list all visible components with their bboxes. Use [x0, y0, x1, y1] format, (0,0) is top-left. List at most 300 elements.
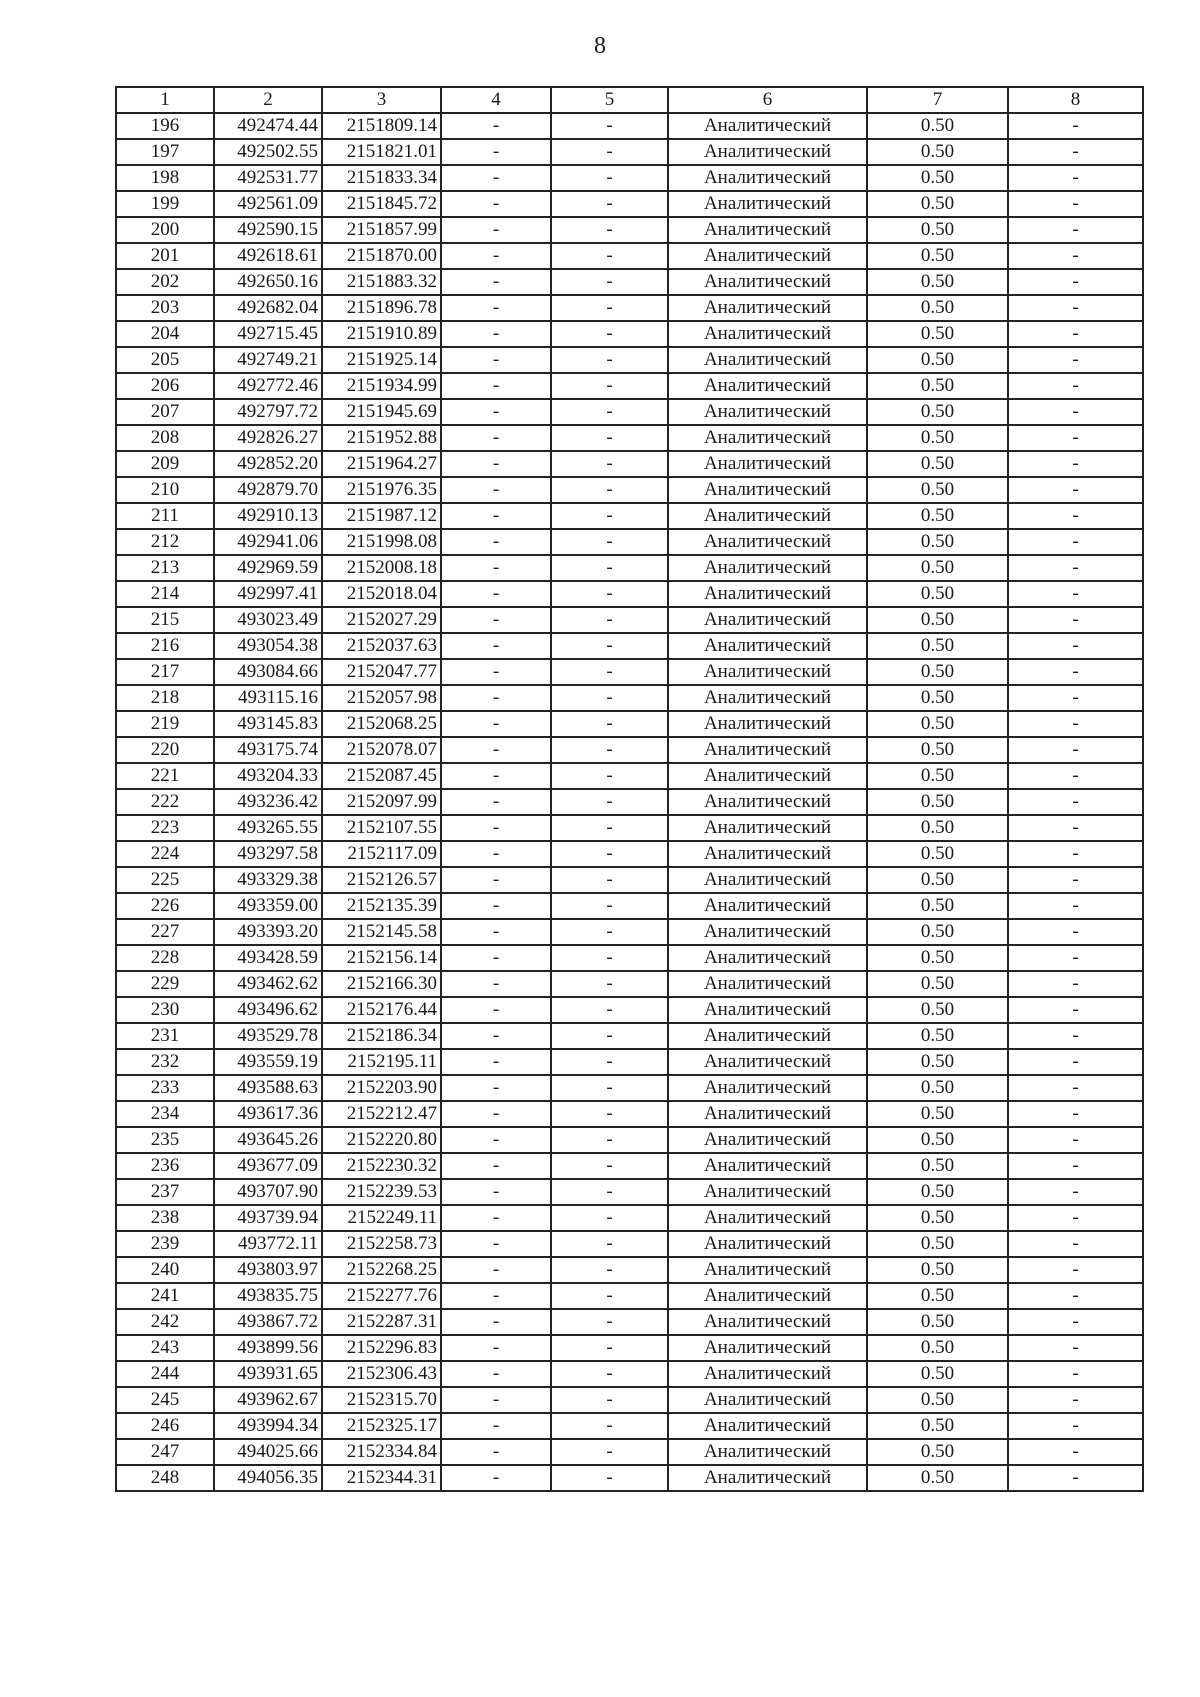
column-8-cell: - — [1008, 1309, 1143, 1335]
accuracy-cell: 0.50 — [867, 399, 1008, 425]
table-row — [116, 1127, 1143, 1153]
y-coordinate-cell: 2152117.09 — [322, 841, 441, 867]
table-row — [116, 477, 1143, 503]
method-cell: Аналитический — [668, 347, 867, 373]
column-4-cell: - — [441, 425, 551, 451]
x-coordinate-cell: 492826.27 — [214, 425, 322, 451]
accuracy-cell: 0.50 — [867, 1049, 1008, 1075]
column-8-cell: - — [1008, 113, 1143, 139]
column-4-cell: - — [441, 503, 551, 529]
y-coordinate-cell: 2151809.14 — [322, 113, 441, 139]
x-coordinate-cell: 492852.20 — [214, 451, 322, 477]
column-8-cell: - — [1008, 1127, 1143, 1153]
point-number-cell: 235 — [116, 1127, 214, 1153]
method-cell: Аналитический — [668, 1283, 867, 1309]
accuracy-cell: 0.50 — [867, 191, 1008, 217]
column-8-cell: - — [1008, 373, 1143, 399]
column-4-cell: - — [441, 1023, 551, 1049]
column-8-cell: - — [1008, 737, 1143, 763]
point-number-cell: 222 — [116, 789, 214, 815]
accuracy-cell: 0.50 — [867, 269, 1008, 295]
x-coordinate-cell: 492749.21 — [214, 347, 322, 373]
column-header-8: 8 — [1008, 87, 1143, 113]
point-number-cell: 217 — [116, 659, 214, 685]
column-8-cell: - — [1008, 581, 1143, 607]
table-body — [116, 113, 1143, 1491]
method-cell: Аналитический — [668, 139, 867, 165]
table-row — [116, 815, 1143, 841]
column-4-cell: - — [441, 1361, 551, 1387]
column-4-cell: - — [441, 763, 551, 789]
accuracy-cell: 0.50 — [867, 1127, 1008, 1153]
method-cell: Аналитический — [668, 1101, 867, 1127]
column-8-cell: - — [1008, 1335, 1143, 1361]
column-8-cell: - — [1008, 477, 1143, 503]
accuracy-cell: 0.50 — [867, 841, 1008, 867]
y-coordinate-cell: 2152166.30 — [322, 971, 441, 997]
method-cell: Аналитический — [668, 1023, 867, 1049]
point-number-cell: 206 — [116, 373, 214, 399]
accuracy-cell: 0.50 — [867, 243, 1008, 269]
column-8-cell: - — [1008, 1153, 1143, 1179]
x-coordinate-cell: 492879.70 — [214, 477, 322, 503]
y-coordinate-cell: 2152135.39 — [322, 893, 441, 919]
column-8-cell: - — [1008, 841, 1143, 867]
column-5-cell: - — [551, 659, 668, 685]
point-number-cell: 238 — [116, 1205, 214, 1231]
table-row — [116, 1283, 1143, 1309]
accuracy-cell: 0.50 — [867, 1231, 1008, 1257]
column-8-cell: - — [1008, 451, 1143, 477]
table-row — [116, 1361, 1143, 1387]
method-cell: Аналитический — [668, 1335, 867, 1361]
accuracy-cell: 0.50 — [867, 425, 1008, 451]
method-cell: Аналитический — [668, 503, 867, 529]
accuracy-cell: 0.50 — [867, 139, 1008, 165]
accuracy-cell: 0.50 — [867, 529, 1008, 555]
table-row — [116, 243, 1143, 269]
table-row — [116, 529, 1143, 555]
column-5-cell: - — [551, 113, 668, 139]
column-8-cell: - — [1008, 685, 1143, 711]
accuracy-cell: 0.50 — [867, 737, 1008, 763]
method-cell: Аналитический — [668, 555, 867, 581]
column-4-cell: - — [441, 373, 551, 399]
accuracy-cell: 0.50 — [867, 451, 1008, 477]
y-coordinate-cell: 2151945.69 — [322, 399, 441, 425]
table-row — [116, 503, 1143, 529]
column-5-cell: - — [551, 191, 668, 217]
column-4-cell: - — [441, 1049, 551, 1075]
x-coordinate-cell: 493236.42 — [214, 789, 322, 815]
table-row — [116, 347, 1143, 373]
point-number-cell: 227 — [116, 919, 214, 945]
column-5-cell: - — [551, 841, 668, 867]
column-8-cell: - — [1008, 191, 1143, 217]
x-coordinate-cell: 494056.35 — [214, 1465, 322, 1491]
column-5-cell: - — [551, 633, 668, 659]
point-number-cell: 236 — [116, 1153, 214, 1179]
column-8-cell: - — [1008, 1439, 1143, 1465]
y-coordinate-cell: 2151934.99 — [322, 373, 441, 399]
column-4-cell: - — [441, 269, 551, 295]
x-coordinate-cell: 493899.56 — [214, 1335, 322, 1361]
column-4-cell: - — [441, 1205, 551, 1231]
column-4-cell: - — [441, 165, 551, 191]
table-row — [116, 139, 1143, 165]
table-row — [116, 113, 1143, 139]
accuracy-cell: 0.50 — [867, 815, 1008, 841]
y-coordinate-cell: 2151870.00 — [322, 243, 441, 269]
accuracy-cell: 0.50 — [867, 1335, 1008, 1361]
method-cell: Аналитический — [668, 1309, 867, 1335]
point-number-cell: 216 — [116, 633, 214, 659]
accuracy-cell: 0.50 — [867, 1257, 1008, 1283]
column-4-cell: - — [441, 971, 551, 997]
point-number-cell: 224 — [116, 841, 214, 867]
method-cell: Аналитический — [668, 1465, 867, 1491]
column-4-cell: - — [441, 529, 551, 555]
column-4-cell: - — [441, 1335, 551, 1361]
method-cell: Аналитический — [668, 1257, 867, 1283]
column-8-cell: - — [1008, 1257, 1143, 1283]
column-8-cell: - — [1008, 165, 1143, 191]
y-coordinate-cell: 2152068.25 — [322, 711, 441, 737]
table-row — [116, 1231, 1143, 1257]
column-8-cell: - — [1008, 1205, 1143, 1231]
table-row — [116, 1465, 1143, 1491]
x-coordinate-cell: 494025.66 — [214, 1439, 322, 1465]
x-coordinate-cell: 492969.59 — [214, 555, 322, 581]
table-row — [116, 867, 1143, 893]
point-number-cell: 208 — [116, 425, 214, 451]
column-8-cell: - — [1008, 867, 1143, 893]
method-cell: Аналитический — [668, 971, 867, 997]
column-5-cell: - — [551, 399, 668, 425]
table-row — [116, 451, 1143, 477]
method-cell: Аналитический — [668, 633, 867, 659]
x-coordinate-cell: 493588.63 — [214, 1075, 322, 1101]
accuracy-cell: 0.50 — [867, 347, 1008, 373]
column-4-cell: - — [441, 737, 551, 763]
y-coordinate-cell: 2151821.01 — [322, 139, 441, 165]
point-number-cell: 230 — [116, 997, 214, 1023]
column-4-cell: - — [441, 1231, 551, 1257]
method-cell: Аналитический — [668, 659, 867, 685]
table-row — [116, 737, 1143, 763]
point-number-cell: 214 — [116, 581, 214, 607]
table-row — [116, 607, 1143, 633]
column-8-cell: - — [1008, 269, 1143, 295]
accuracy-cell: 0.50 — [867, 867, 1008, 893]
y-coordinate-cell: 2151910.89 — [322, 321, 441, 347]
column-8-cell: - — [1008, 633, 1143, 659]
column-4-cell: - — [441, 139, 551, 165]
column-4-cell: - — [441, 477, 551, 503]
accuracy-cell: 0.50 — [867, 997, 1008, 1023]
point-number-cell: 241 — [116, 1283, 214, 1309]
table-row — [116, 789, 1143, 815]
y-coordinate-cell: 2152008.18 — [322, 555, 441, 581]
y-coordinate-cell: 2152334.84 — [322, 1439, 441, 1465]
y-coordinate-cell: 2152315.70 — [322, 1387, 441, 1413]
x-coordinate-cell: 492474.44 — [214, 113, 322, 139]
column-4-cell: - — [441, 451, 551, 477]
table-row — [116, 399, 1143, 425]
y-coordinate-cell: 2151883.32 — [322, 269, 441, 295]
method-cell: Аналитический — [668, 1179, 867, 1205]
point-number-cell: 245 — [116, 1387, 214, 1413]
table-row — [116, 1049, 1143, 1075]
point-number-cell: 210 — [116, 477, 214, 503]
column-4-cell: - — [441, 659, 551, 685]
point-number-cell: 200 — [116, 217, 214, 243]
column-4-cell: - — [441, 1309, 551, 1335]
column-5-cell: - — [551, 893, 668, 919]
x-coordinate-cell: 492650.16 — [214, 269, 322, 295]
column-5-cell: - — [551, 737, 668, 763]
column-4-cell: - — [441, 321, 551, 347]
column-8-cell: - — [1008, 997, 1143, 1023]
table-row — [116, 269, 1143, 295]
column-4-cell: - — [441, 555, 551, 581]
column-8-cell: - — [1008, 1075, 1143, 1101]
point-number-cell: 234 — [116, 1101, 214, 1127]
column-5-cell: - — [551, 347, 668, 373]
y-coordinate-cell: 2152277.76 — [322, 1283, 441, 1309]
column-5-cell: - — [551, 243, 668, 269]
accuracy-cell: 0.50 — [867, 1413, 1008, 1439]
column-4-cell: - — [441, 711, 551, 737]
y-coordinate-cell: 2152087.45 — [322, 763, 441, 789]
column-4-cell: - — [441, 347, 551, 373]
method-cell: Аналитический — [668, 1153, 867, 1179]
column-header-3: 3 — [322, 87, 441, 113]
point-number-cell: 215 — [116, 607, 214, 633]
column-4-cell: - — [441, 919, 551, 945]
point-number-cell: 202 — [116, 269, 214, 295]
column-5-cell: - — [551, 217, 668, 243]
column-8-cell: - — [1008, 243, 1143, 269]
x-coordinate-cell: 492682.04 — [214, 295, 322, 321]
table-row — [116, 1075, 1143, 1101]
method-cell: Аналитический — [668, 737, 867, 763]
x-coordinate-cell: 493772.11 — [214, 1231, 322, 1257]
method-cell: Аналитический — [668, 711, 867, 737]
column-5-cell: - — [551, 1075, 668, 1101]
column-5-cell: - — [551, 581, 668, 607]
column-5-cell: - — [551, 789, 668, 815]
column-8-cell: - — [1008, 1231, 1143, 1257]
point-number-cell: 207 — [116, 399, 214, 425]
column-4-cell: - — [441, 997, 551, 1023]
accuracy-cell: 0.50 — [867, 321, 1008, 347]
column-8-cell: - — [1008, 425, 1143, 451]
column-8-cell: - — [1008, 1049, 1143, 1075]
column-5-cell: - — [551, 373, 668, 399]
x-coordinate-cell: 493115.16 — [214, 685, 322, 711]
column-5-cell: - — [551, 1439, 668, 1465]
y-coordinate-cell: 2151987.12 — [322, 503, 441, 529]
method-cell: Аналитический — [668, 1075, 867, 1101]
table-row — [116, 1205, 1143, 1231]
y-coordinate-cell: 2152176.44 — [322, 997, 441, 1023]
method-cell: Аналитический — [668, 321, 867, 347]
column-5-cell: - — [551, 1257, 668, 1283]
table-row — [116, 321, 1143, 347]
x-coordinate-cell: 493175.74 — [214, 737, 322, 763]
y-coordinate-cell: 2152239.53 — [322, 1179, 441, 1205]
method-cell: Аналитический — [668, 191, 867, 217]
method-cell: Аналитический — [668, 399, 867, 425]
column-8-cell: - — [1008, 555, 1143, 581]
point-number-cell: 198 — [116, 165, 214, 191]
point-number-cell: 233 — [116, 1075, 214, 1101]
accuracy-cell: 0.50 — [867, 1387, 1008, 1413]
method-cell: Аналитический — [668, 1127, 867, 1153]
column-5-cell: - — [551, 1465, 668, 1491]
column-5-cell: - — [551, 555, 668, 581]
accuracy-cell: 0.50 — [867, 893, 1008, 919]
accuracy-cell: 0.50 — [867, 1179, 1008, 1205]
column-4-cell: - — [441, 191, 551, 217]
x-coordinate-cell: 492997.41 — [214, 581, 322, 607]
point-number-cell: 226 — [116, 893, 214, 919]
accuracy-cell: 0.50 — [867, 659, 1008, 685]
table-row — [116, 425, 1143, 451]
table-row — [116, 685, 1143, 711]
column-5-cell: - — [551, 425, 668, 451]
table-row — [116, 1179, 1143, 1205]
x-coordinate-cell: 492715.45 — [214, 321, 322, 347]
table-row — [116, 1153, 1143, 1179]
column-header-7: 7 — [867, 87, 1008, 113]
method-cell: Аналитический — [668, 815, 867, 841]
method-cell: Аналитический — [668, 243, 867, 269]
y-coordinate-cell: 2152186.34 — [322, 1023, 441, 1049]
column-4-cell: - — [441, 1257, 551, 1283]
accuracy-cell: 0.50 — [867, 607, 1008, 633]
y-coordinate-cell: 2151952.88 — [322, 425, 441, 451]
column-8-cell: - — [1008, 139, 1143, 165]
method-cell: Аналитический — [668, 763, 867, 789]
column-8-cell: - — [1008, 711, 1143, 737]
y-coordinate-cell: 2151998.08 — [322, 529, 441, 555]
column-5-cell: - — [551, 529, 668, 555]
y-coordinate-cell: 2152306.43 — [322, 1361, 441, 1387]
point-number-cell: 239 — [116, 1231, 214, 1257]
column-8-cell: - — [1008, 659, 1143, 685]
table-row — [116, 295, 1143, 321]
column-4-cell: - — [441, 841, 551, 867]
column-8-cell: - — [1008, 1465, 1143, 1491]
column-5-cell: - — [551, 971, 668, 997]
table-row — [116, 1439, 1143, 1465]
x-coordinate-cell: 493707.90 — [214, 1179, 322, 1205]
column-4-cell: - — [441, 607, 551, 633]
method-cell: Аналитический — [668, 113, 867, 139]
column-header-2: 2 — [214, 87, 322, 113]
accuracy-cell: 0.50 — [867, 1101, 1008, 1127]
point-number-cell: 247 — [116, 1439, 214, 1465]
accuracy-cell: 0.50 — [867, 633, 1008, 659]
y-coordinate-cell: 2152078.07 — [322, 737, 441, 763]
accuracy-cell: 0.50 — [867, 477, 1008, 503]
accuracy-cell: 0.50 — [867, 685, 1008, 711]
y-coordinate-cell: 2152249.11 — [322, 1205, 441, 1231]
method-cell: Аналитический — [668, 451, 867, 477]
column-4-cell: - — [441, 1439, 551, 1465]
method-cell: Аналитический — [668, 867, 867, 893]
point-number-cell: 225 — [116, 867, 214, 893]
x-coordinate-cell: 492618.61 — [214, 243, 322, 269]
accuracy-cell: 0.50 — [867, 1309, 1008, 1335]
x-coordinate-cell: 493529.78 — [214, 1023, 322, 1049]
column-5-cell: - — [551, 867, 668, 893]
page-number: 8 — [594, 33, 606, 59]
column-5-cell: - — [551, 1413, 668, 1439]
accuracy-cell: 0.50 — [867, 1361, 1008, 1387]
column-8-cell: - — [1008, 1179, 1143, 1205]
x-coordinate-cell: 493994.34 — [214, 1413, 322, 1439]
column-8-cell: - — [1008, 399, 1143, 425]
table-row — [116, 893, 1143, 919]
column-4-cell: - — [441, 1179, 551, 1205]
y-coordinate-cell: 2152230.32 — [322, 1153, 441, 1179]
column-5-cell: - — [551, 1101, 668, 1127]
table-header-row — [116, 87, 1143, 113]
x-coordinate-cell: 493867.72 — [214, 1309, 322, 1335]
accuracy-cell: 0.50 — [867, 971, 1008, 997]
accuracy-cell: 0.50 — [867, 789, 1008, 815]
method-cell: Аналитический — [668, 529, 867, 555]
column-8-cell: - — [1008, 919, 1143, 945]
method-cell: Аналитический — [668, 1413, 867, 1439]
column-4-cell: - — [441, 789, 551, 815]
column-5-cell: - — [551, 269, 668, 295]
method-cell: Аналитический — [668, 1387, 867, 1413]
point-number-cell: 231 — [116, 1023, 214, 1049]
column-8-cell: - — [1008, 971, 1143, 997]
column-8-cell: - — [1008, 347, 1143, 373]
y-coordinate-cell: 2152156.14 — [322, 945, 441, 971]
method-cell: Аналитический — [668, 1231, 867, 1257]
method-cell: Аналитический — [668, 581, 867, 607]
point-number-cell: 237 — [116, 1179, 214, 1205]
column-4-cell: - — [441, 399, 551, 425]
column-4-cell: - — [441, 945, 551, 971]
y-coordinate-cell: 2151845.72 — [322, 191, 441, 217]
accuracy-cell: 0.50 — [867, 503, 1008, 529]
y-coordinate-cell: 2151896.78 — [322, 295, 441, 321]
accuracy-cell: 0.50 — [867, 1153, 1008, 1179]
point-number-cell: 197 — [116, 139, 214, 165]
column-5-cell: - — [551, 451, 668, 477]
table-row — [116, 711, 1143, 737]
y-coordinate-cell: 2152107.55 — [322, 815, 441, 841]
column-8-cell: - — [1008, 945, 1143, 971]
point-number-cell: 204 — [116, 321, 214, 347]
method-cell: Аналитический — [668, 997, 867, 1023]
point-number-cell: 218 — [116, 685, 214, 711]
x-coordinate-cell: 493835.75 — [214, 1283, 322, 1309]
method-cell: Аналитический — [668, 789, 867, 815]
x-coordinate-cell: 493297.58 — [214, 841, 322, 867]
column-8-cell: - — [1008, 1413, 1143, 1439]
column-4-cell: - — [441, 867, 551, 893]
column-5-cell: - — [551, 295, 668, 321]
table-row — [116, 997, 1143, 1023]
